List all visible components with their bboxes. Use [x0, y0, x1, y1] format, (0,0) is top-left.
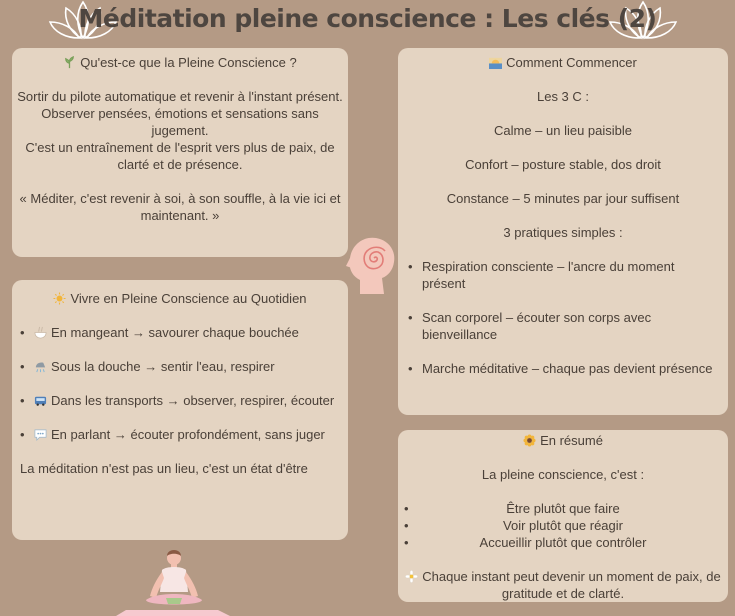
list-item: • Voir plutôt que réagir	[404, 518, 623, 533]
sun-icon	[53, 292, 66, 305]
card-daily-mindfulness	[12, 280, 348, 540]
card-closing: La méditation n'est pas un lieu, c'est un état d'être	[20, 461, 308, 476]
mind-spiral-icon	[346, 232, 398, 296]
c-line: Constance – 5 minutes par jour suffisent	[446, 191, 680, 206]
card-heading: Comment Commencer	[408, 54, 718, 71]
card-heading: En résumé	[404, 432, 722, 449]
card-line: C'est un entraînement de l'esprit vers plus de paix, de clarté et de présence.	[25, 140, 335, 172]
bus-icon	[34, 394, 47, 407]
list-item: • Accueillir plutôt que contrôler	[404, 535, 647, 550]
list-item: • Dans les transports → observer, respirer, écouter	[20, 393, 335, 408]
list-item: • En parlant → écouter profondément, sans juger	[20, 427, 325, 442]
list-item: • Être plutôt que faire	[404, 501, 620, 516]
meditating-person-illustration	[116, 544, 232, 616]
card-heading: Vivre en Pleine Conscience au Quotidien	[20, 290, 340, 307]
shower-icon	[34, 360, 47, 373]
card-what-is-mindfulness	[12, 48, 348, 257]
intro-text: Les 3 C :	[536, 89, 590, 104]
intro-text: La pleine conscience, c'est :	[481, 467, 645, 482]
practices-title: 3 pratiques simples :	[503, 225, 623, 240]
card-summary	[398, 430, 728, 602]
sunrise-icon	[489, 56, 502, 69]
page-title: Méditation pleine conscience : Les clés (2)	[78, 4, 657, 33]
list-item: • Sous la douche → sentir l'eau, respirer	[20, 359, 275, 374]
daisy-icon	[405, 570, 418, 583]
card-line: Sortir du pilote automatique et revenir à l'instant présent.	[17, 89, 343, 104]
card-heading: Qu'est-ce que la Pleine Conscience ?	[14, 54, 346, 71]
list-item: • Marche méditative – chaque pas devient présence	[408, 361, 713, 376]
card-line: Observer pensées, émotions et sensations sans jugement.	[41, 106, 319, 138]
bowl-icon	[34, 326, 47, 339]
c-line: Calme – un lieu paisible	[493, 123, 633, 138]
herb-icon	[63, 56, 76, 69]
card-quote: « Méditer, c'est revenir à soi, à son souffle, à la vie ici et maintenant. »	[19, 191, 341, 223]
sunflower-icon	[523, 434, 536, 447]
c-line: Confort – posture stable, dos droit	[465, 157, 661, 172]
card-closing: Chaque instant peut devenir un moment de paix, de gratitude et de clarté.	[404, 568, 722, 602]
list-item: • Scan corporel – écouter son corps avec bienveillance	[408, 310, 652, 342]
list-item: • En mangeant → savourer chaque bouchée	[20, 325, 299, 340]
list-item: • Respiration consciente – l'ancre du moment présent	[408, 259, 675, 291]
speech-icon	[34, 428, 47, 441]
card-how-to-start	[398, 48, 728, 415]
